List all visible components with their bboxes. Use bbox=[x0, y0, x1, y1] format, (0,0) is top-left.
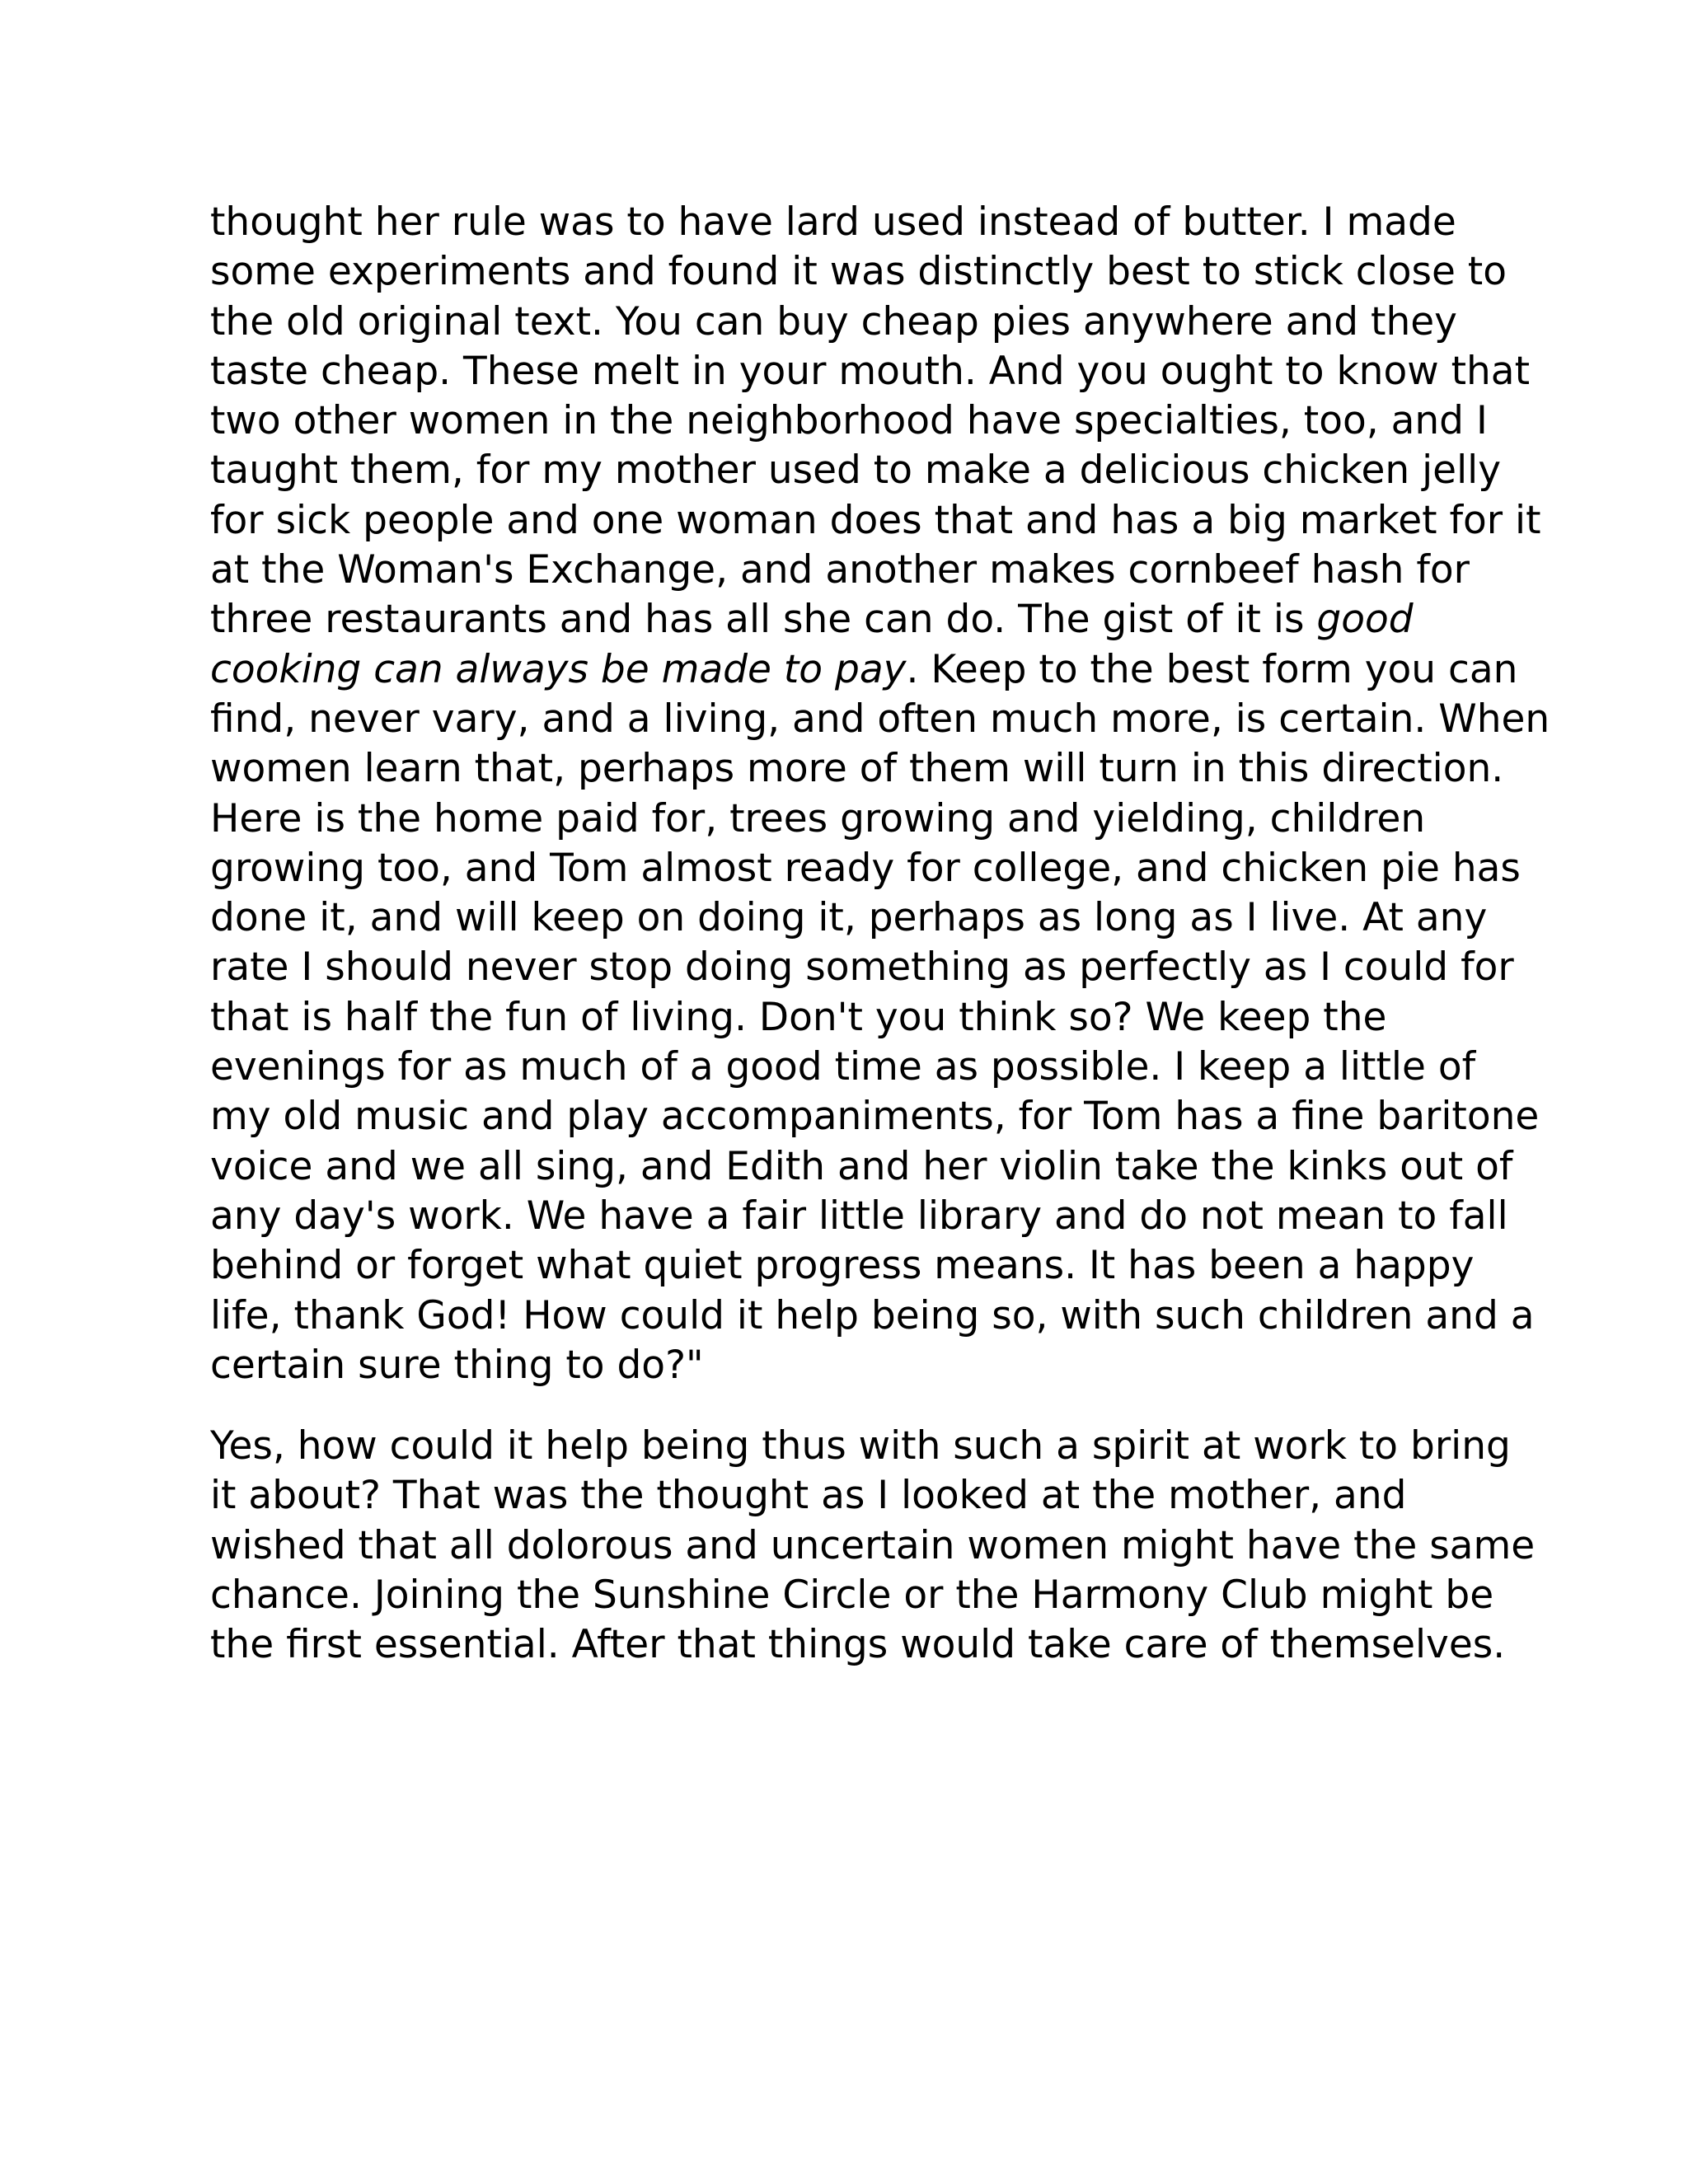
text-run: evenings for as much of a good time as possible. I keep a little of bbox=[210, 1044, 1476, 1090]
text-run: done it, and will keep on doing it, perhaps as long as I live. At any bbox=[210, 895, 1488, 941]
text-run: the first essential. After that things would take care of themselves. bbox=[210, 1622, 1506, 1668]
text-run: behind or forget what quiet progress means. It has been a happy bbox=[210, 1243, 1475, 1289]
text-line bbox=[210, 993, 1484, 1043]
text-line bbox=[210, 645, 1518, 695]
italic-run: good bbox=[1316, 597, 1414, 643]
text-run: my old music and play accompaniments, for Tom has a fine baritone bbox=[210, 1094, 1540, 1140]
text-run: life, thank God! How could it help being so, with such children and a bbox=[210, 1292, 1535, 1338]
text-line bbox=[210, 1571, 1494, 1620]
text-line bbox=[210, 695, 1550, 744]
text-run: growing too, and Tom almost ready for college, and chicken pie has bbox=[210, 845, 1521, 891]
text-run: Yes, how could it help being thus with such a spirit at work to bring bbox=[210, 1423, 1511, 1469]
text-line bbox=[210, 744, 1504, 794]
italic-run: cooking can always be made to pay bbox=[210, 646, 907, 692]
text-line bbox=[210, 1043, 1484, 1092]
text-line bbox=[210, 1291, 1535, 1341]
text-line bbox=[210, 1241, 1484, 1291]
paragraph bbox=[210, 1422, 1536, 1670]
text-line bbox=[210, 595, 1484, 644]
text-line bbox=[210, 1620, 1506, 1670]
body-text bbox=[210, 198, 1550, 1671]
text-run: . Keep to the best form you can bbox=[906, 646, 1518, 692]
text-run: three restaurants and has all she can do. The gist of it is bbox=[210, 597, 1317, 643]
paragraph bbox=[210, 198, 1550, 1390]
text-run: the old original text. You can buy cheap pies anywhere and they bbox=[210, 298, 1457, 344]
text-run: for sick people and one woman does that and has a big market for it bbox=[210, 497, 1541, 543]
text-run: wished that all dolorous and uncertain women might have the same bbox=[210, 1522, 1536, 1568]
text-run: voice and we all sing, and Edith and her violin take the kinks out of bbox=[210, 1143, 1513, 1189]
text-run: some experiments and found it was distinctly best to stick close to bbox=[210, 249, 1507, 295]
text-line bbox=[210, 1092, 1540, 1141]
text-line bbox=[210, 1521, 1536, 1571]
text-run: women learn that, perhaps more of them will turn in this direction. bbox=[210, 746, 1504, 792]
text-line bbox=[210, 247, 1507, 297]
text-line bbox=[210, 893, 1488, 943]
text-run: it about? That was the thought as I looked at the mother, and bbox=[210, 1473, 1407, 1519]
text-run: any day's work. We have a fair little library and do not mean to fall bbox=[210, 1193, 1508, 1239]
text-line bbox=[210, 794, 1484, 844]
text-run: taste cheap. These melt in your mouth. And you ought to know that bbox=[210, 348, 1531, 394]
text-line bbox=[210, 943, 1514, 992]
text-run: at the Woman's Exchange, and another makes cornbeef hash for bbox=[210, 547, 1470, 593]
text-run: thought her rule was to have lard used instead of butter. I made bbox=[210, 199, 1456, 245]
text-run: that is half the fun of living. Don't you think so? We keep the bbox=[210, 994, 1387, 1040]
text-line bbox=[210, 546, 1484, 595]
text-run: taught them, for my mother used to make a delicious chicken jelly bbox=[210, 448, 1502, 494]
text-line bbox=[210, 1341, 1484, 1390]
text-line bbox=[210, 1471, 1484, 1521]
text-line bbox=[210, 396, 1488, 446]
text-run: two other women in the neighborhood have specialties, too, and I bbox=[210, 398, 1488, 444]
text-line bbox=[210, 446, 1502, 495]
text-run: chance. Joining the Sunshine Circle or the Harmony Club might be bbox=[210, 1572, 1494, 1619]
text-line bbox=[210, 496, 1541, 546]
text-line bbox=[210, 198, 1484, 247]
text-line bbox=[210, 1192, 1508, 1241]
text-line bbox=[210, 1422, 1511, 1471]
text-line bbox=[210, 844, 1521, 893]
text-run: certain sure thing to do?" bbox=[210, 1342, 704, 1388]
text-line bbox=[210, 1142, 1513, 1192]
text-run: find, never vary, and a living, and often much more, is certain. When bbox=[210, 696, 1550, 742]
text-run: rate I should never stop doing something as perfectly as I could for bbox=[210, 944, 1514, 991]
text-line bbox=[210, 347, 1531, 396]
text-run: Here is the home paid for, trees growing and yielding, children bbox=[210, 795, 1426, 841]
text-line bbox=[210, 298, 1484, 347]
